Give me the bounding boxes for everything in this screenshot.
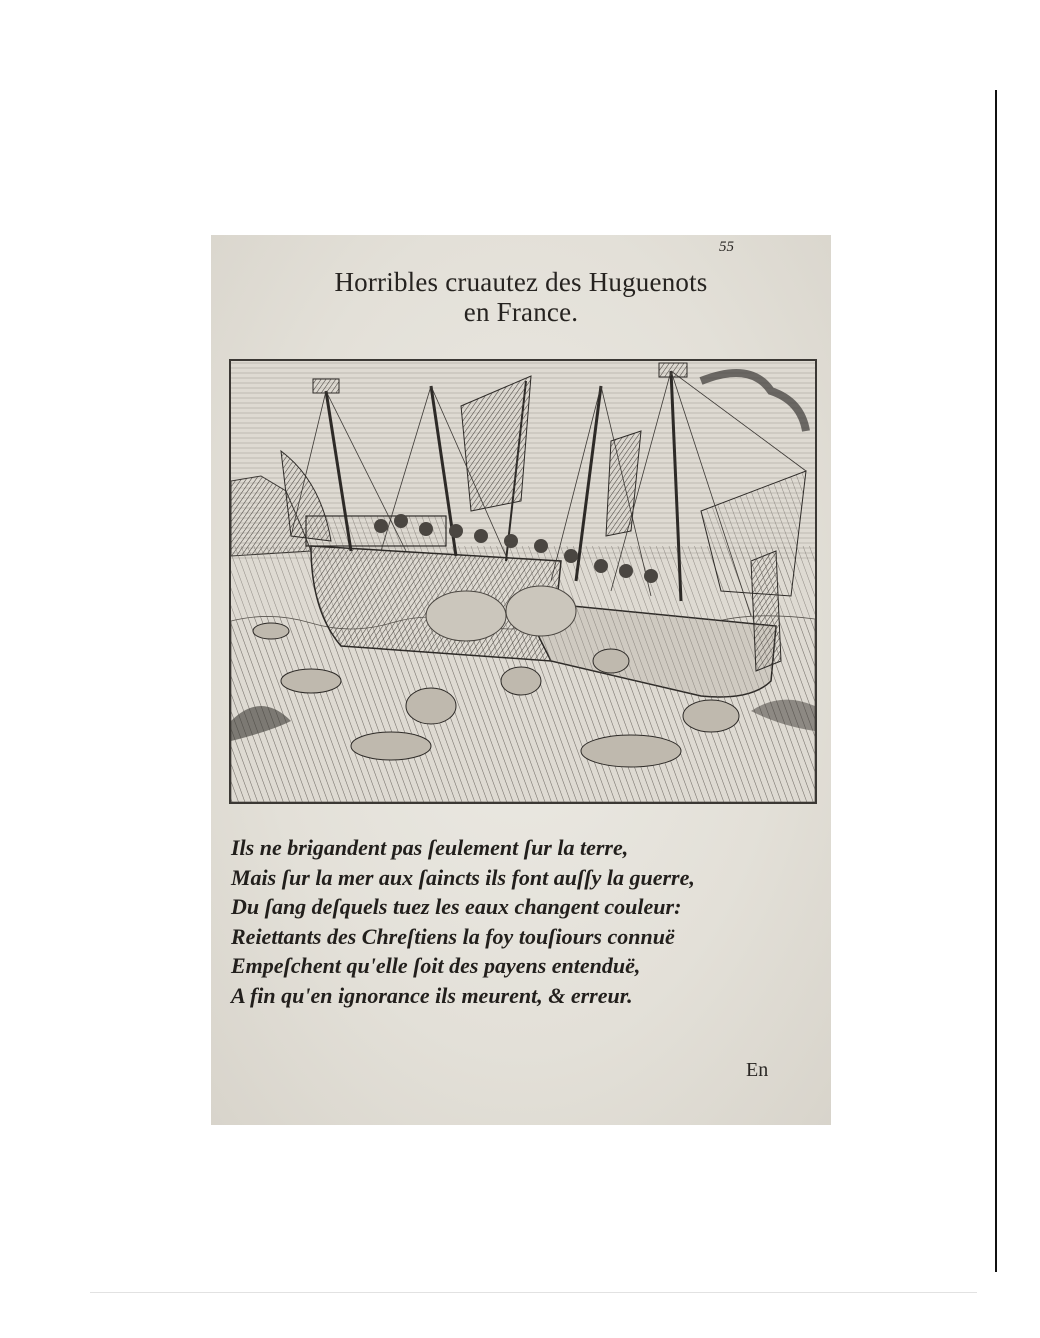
verse-line: Du ſang deſquels tuez les eaux changent couleur: [231, 894, 682, 919]
naval-battle-engraving [231, 361, 815, 802]
page-title-line-2: en France. [463, 297, 579, 327]
book-page [211, 235, 831, 1125]
engraving-illustration [229, 359, 817, 804]
verse-line: A fin qu'en ignorance ils meurent, & erreur. [231, 982, 633, 1008]
verse-block [231, 833, 811, 1010]
right-margin-rule [995, 90, 997, 1272]
page-number: 55 [719, 239, 734, 255]
page-title-line-1: Horribles cruautez des Huguenots [334, 267, 708, 297]
verse-line: Reiettants des Chreſtiens la foy touſiours connuë [231, 923, 675, 949]
catchword: En [746, 1059, 769, 1081]
bottom-divider [90, 1292, 977, 1293]
verse-line: Mais ſur la mer aux ſaincts ils font auſſy la guerre, [231, 864, 695, 890]
verse-line: Empeſchent qu'elle ſoit des payens entenduë, [231, 953, 641, 978]
verse-line: Ils ne brigandent pas ſeulement ſur la terre, [231, 835, 629, 860]
